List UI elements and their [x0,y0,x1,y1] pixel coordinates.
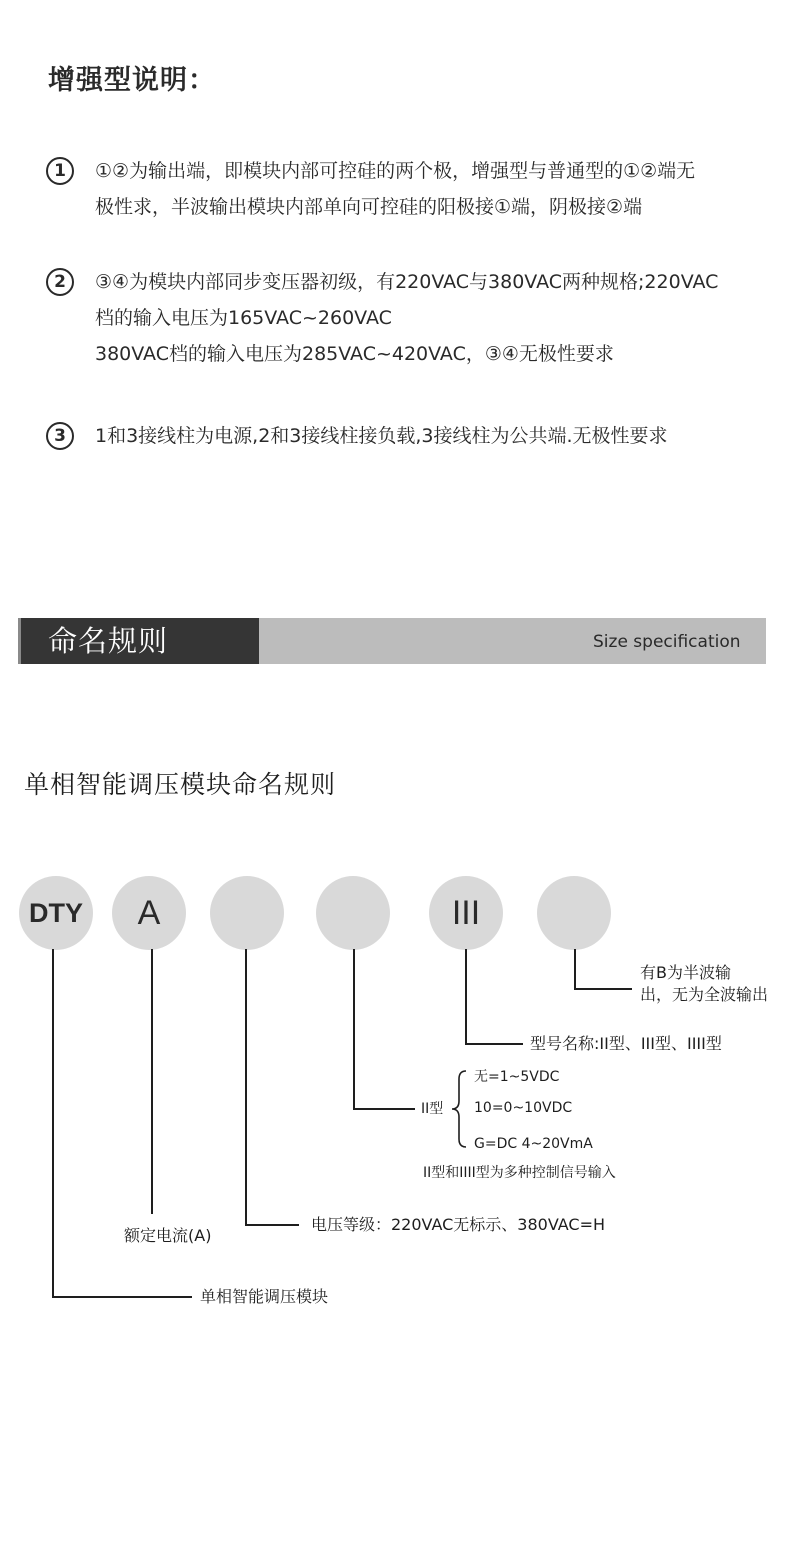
item-2-line-3: 380VAC档的输入电压为285VAC~420VAC，③④无极性要求 [95,343,614,365]
label-output-type-line-1: 有B为半波输 [640,963,731,982]
label-signal-3: G=DC 4~20VmA [474,1136,593,1152]
code-circle-a: A [112,876,186,950]
code-circle-output [537,876,611,950]
label-voltage-grade: 电压等级：220VAC无标示、380VAC=H [311,1215,606,1234]
item-2-line-2: 档的输入电压为165VAC~260VAC [95,307,392,329]
label-rated-current: 额定电流(A) [124,1226,212,1245]
label-signal-1: 无=1~5VDC [474,1069,560,1085]
code-circle-dty: DTY [19,876,93,950]
item-2-text [95,264,718,372]
leader-line-iii-vertical [465,949,467,1045]
label-type-ii: II型 [421,1101,444,1117]
page-title: 增强型说明： [48,65,216,96]
banner-subtitle: Size specification [593,632,741,652]
item-1-line-1: ①②为输出端，即模块内部可控硅的两个极，增强型与普通型的①②端无 [95,160,696,182]
leader-line-iii-horizontal [465,1043,523,1045]
label-module-name: 单相智能调压模块 [200,1287,329,1306]
label-signal-2: 10=0~10VDC [474,1100,573,1116]
leader-line-voltage-vertical [245,949,247,1226]
code-circle-voltage [210,876,284,950]
naming-title: 单相智能调压模块命名规则 [24,770,337,799]
leader-line-signal-vertical [353,949,355,1110]
item-3-line-1: 1和3接线柱为电源,2和3接线柱接负载,3接线柱为公共端.无极性要求 [95,425,668,447]
banner-title: 命名规则 [48,624,169,658]
leader-line-dty-vertical [52,949,54,1298]
code-circle-iii: III [429,876,503,950]
label-signal-note: II型和IIII型为多种控制信号输入 [423,1165,616,1181]
leader-line-a-vertical [151,949,153,1214]
item-number-2: 2 [46,268,74,296]
item-1-text [95,153,695,225]
item-number-3: 3 [46,422,74,450]
item-2-line-1: ③④为模块内部同步变压器初级，有220VAC与380VAC两种规格;220VAC [95,271,719,293]
section-banner-edge [18,618,21,664]
item-3-text [95,418,668,454]
code-circle-signal [316,876,390,950]
item-number-1: 1 [46,157,74,185]
item-1-line-2: 极性求，半波输出模块内部单向可控硅的阳极接①端，阴极接②端 [95,196,643,218]
leader-line-signal-horizontal [353,1108,415,1110]
leader-line-output-horizontal [574,988,632,990]
leader-line-dty-horizontal [52,1296,192,1298]
label-output-type [640,962,768,1006]
label-model-name: 型号名称:II型、III型、IIII型 [530,1034,722,1053]
label-output-type-line-2: 出，无为全波输出 [640,985,769,1004]
leader-line-output-vertical [574,949,576,990]
curly-brace-icon [448,1068,470,1150]
leader-line-voltage-horizontal [245,1224,299,1226]
